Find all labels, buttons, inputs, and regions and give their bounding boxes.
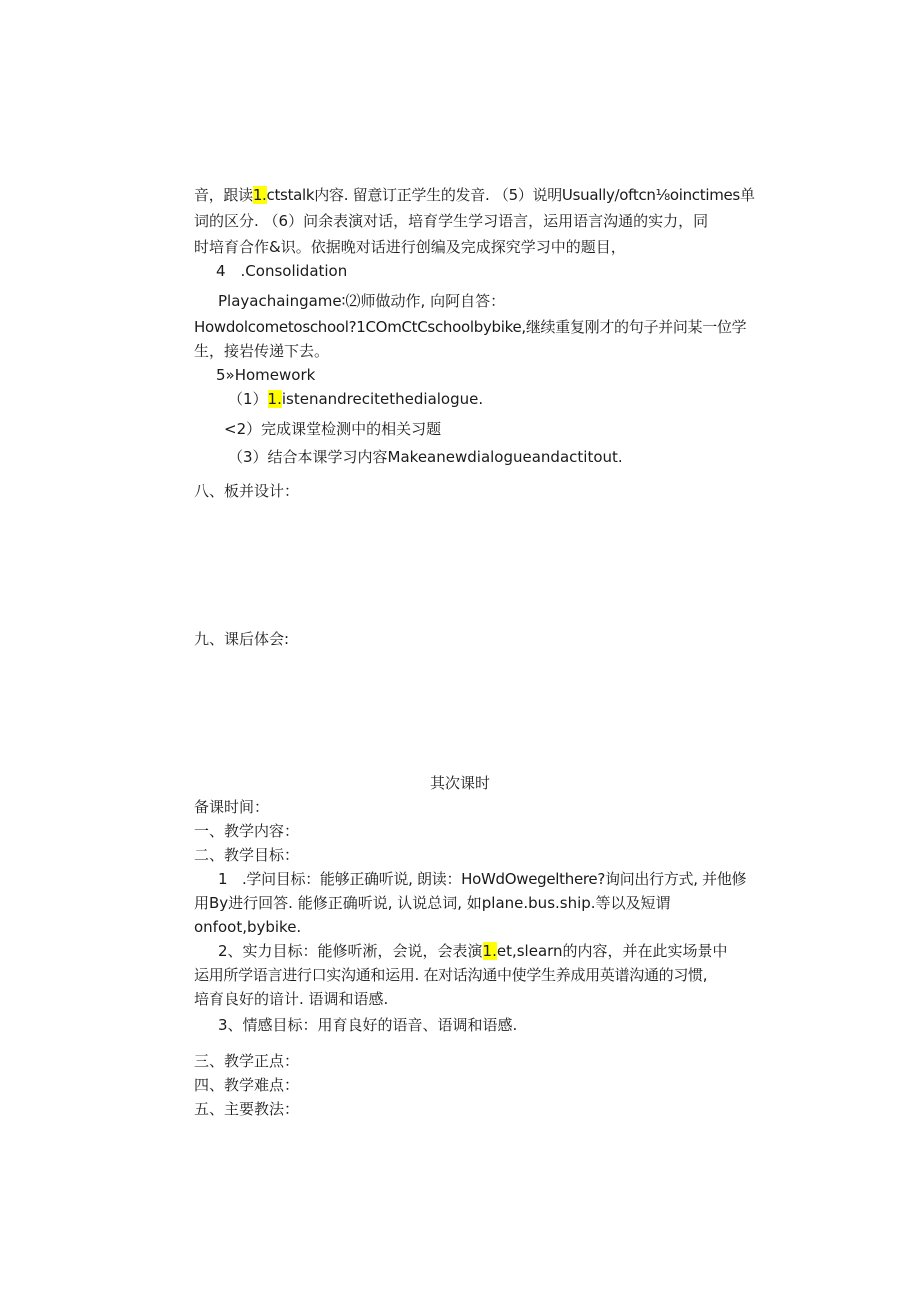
prep-time-label: 备课时间：: [194, 798, 270, 816]
text-run: et,slearn的内容，并在此实场景中: [496, 942, 728, 960]
text-run: istenandrecitethedialogue.: [281, 390, 484, 408]
goal-2-line-1: [218, 940, 728, 962]
goal-1-line-1: 1 .学问目标：能够正确听说, 朗读：HoWdOwegelthere?询问出行方式, 并他修: [218, 870, 747, 888]
goal-3: 3、情感目标：用育良好的语音、语调和语感.: [218, 1016, 518, 1034]
homework-item-1: [228, 388, 483, 410]
paragraph-line-1: [194, 184, 755, 206]
section-board-design: 八、板并设计：: [194, 482, 300, 500]
consolidation-line-1: Playachaingame∶⑵师做动作, 向阿自答：: [218, 292, 506, 310]
paragraph-line-3: 时培育合作&识。依据晚对话进行创编及完成探究学习中的题目，: [194, 238, 626, 256]
text-run: 2、实力目标：能修听淅，会说，会表演: [218, 942, 483, 960]
teaching-content-heading: 一、教学内容：: [194, 822, 300, 840]
teaching-goals-heading: 二、教学目标：: [194, 846, 300, 864]
section-reflection: 九、课后体会:: [194, 630, 290, 648]
goal-1-line-2: 用By进行回答. 能修正确听说, 认说总词, 如plane.bus.ship.等以及短谓: [194, 894, 671, 912]
consolidation-line-3: 生，接岩传递下去。: [194, 342, 330, 360]
goal-1-line-3: onfoot,bybike.: [194, 918, 302, 936]
key-points-heading: 三、教学正点：: [194, 1052, 300, 1070]
homework-item-2: <2）完成课堂检测中的相关习题: [224, 420, 442, 438]
consolidation-line-2: Howdolcometoschool?1COmCtCschoolbybike,继续重复刚才的句子并问某一位学: [194, 318, 747, 336]
highlighted-text: 1.: [252, 186, 267, 204]
paragraph-line-2: 词的区分. （6）问余表演对话，培育学生学习语言，运用语言沟通的实力，同: [194, 212, 709, 230]
teaching-methods-heading: 五、主要教法：: [194, 1100, 300, 1118]
text-run: （1）: [228, 390, 268, 408]
goal-2-line-3: 培育良好的谙计. 语调和语感.: [194, 990, 389, 1008]
text-run: ctstalk内容. 留意订正学生的发音. （5）说明Usually∕oftcn⅛oinctimes单: [266, 186, 755, 204]
text-run: 音，跟读: [194, 186, 253, 204]
section-heading-homework: 5»Homework: [216, 366, 316, 384]
homework-item-3: （3）结合本课学习内容Makeanewdialogueandactitout.: [228, 448, 623, 466]
highlighted-text: 1.: [267, 390, 282, 408]
difficult-points-heading: 四、教学难点：: [194, 1076, 300, 1094]
section-heading-consolidation: 4 .Consolidation: [216, 262, 348, 280]
lesson-title: 其次课时: [429, 774, 490, 792]
highlighted-text: 1.: [482, 942, 497, 960]
goal-2-line-2: 运用所学语言进行口实沟通和运用. 在对话沟通中使学生养成用英谱沟通的习惯,: [194, 966, 708, 984]
